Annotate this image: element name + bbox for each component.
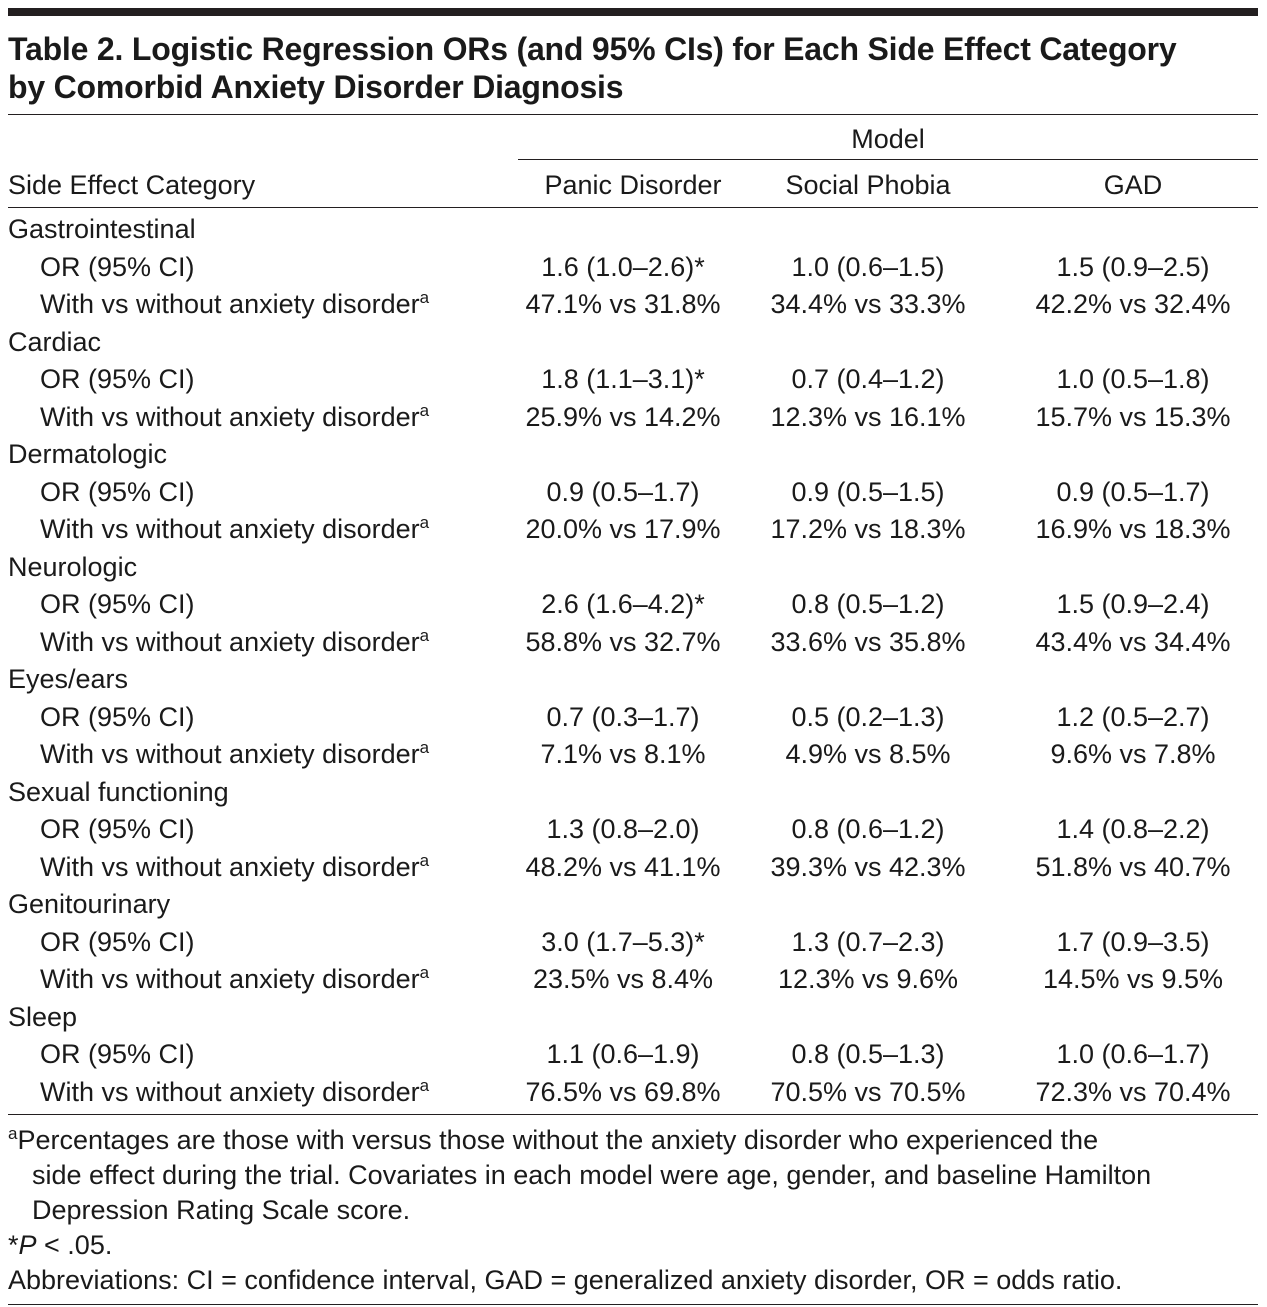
or-value: 1.0 (0.5–1.8) [1056,364,1210,394]
category-name: Neurologic [8,551,138,582]
percent-value: 34.4% vs 33.3% [770,289,966,319]
or-value: 1.2 (0.5–2.7) [1056,701,1210,732]
with-vs-without-label [40,399,429,437]
footnote-a-reference: a [419,963,430,982]
with-vs-without-label [40,1074,429,1112]
footnote-a-reference: a [419,738,430,757]
or-value: 1.0 (0.6–1.7) [1056,1039,1210,1069]
table-title [8,30,1258,114]
percent-row [8,961,1258,999]
with-vs-without-text: With vs without anxiety disorder [40,626,420,657]
or-row [8,924,1258,962]
model-spanner-rule [518,159,1258,160]
category-name: Cardiac [8,326,102,357]
category-name: Gastrointestinal [8,214,196,244]
or-label: OR (95% CI) [40,251,195,282]
footnote-a-reference: a [419,288,430,307]
or-value: 2.6 (1.6–4.2)* [541,589,705,619]
footnote-a-reference: a [419,625,430,645]
footnote-a [8,1123,1258,1228]
table-title-line-2: by Comorbid Anxiety Disorder Diagnosis [8,69,624,105]
percent-value: 16.9% vs 18.3% [1035,514,1231,544]
percent-value: 47.1% vs 31.8% [525,289,721,319]
table-document [8,8,1258,1305]
bottom-rule [8,1304,1258,1305]
percent-value: 43.4% vs 34.4% [1035,626,1231,657]
model-spanner-label: Model [851,124,925,154]
footnote-a-reference: a [419,400,430,420]
percent-value: 33.6% vs 35.8% [770,626,966,657]
category-row [8,886,1258,924]
footnote-significance [8,1228,1258,1263]
percent-value: 12.3% vs 16.1% [770,401,966,432]
footnote-a-line-2: side effect during the trial. Covariates in each model were age, gender, and baseline Hamilton [32,1160,1152,1190]
or-value: 1.8 (1.1–3.1)* [541,364,705,394]
with-vs-without-text: With vs without anxiety disorder [40,851,420,882]
percent-row [8,849,1258,887]
percent-row [8,511,1258,549]
top-thick-rule [8,8,1258,16]
with-vs-without-label [40,736,429,774]
percent-value: 76.5% vs 69.8% [525,1076,721,1107]
or-value: 1.0 (0.6–1.5) [791,251,945,282]
footnote-a-reference: a [419,1075,430,1095]
percent-value: 51.8% vs 40.7% [1035,851,1231,882]
category-row [8,549,1258,587]
or-value: 0.5 (0.2–1.3) [791,701,945,732]
significance-threshold: < .05. [36,1230,113,1260]
or-label: OR (95% CI) [40,814,195,844]
with-vs-without-label [40,624,429,662]
category-row [8,324,1258,362]
or-value: 0.7 (0.3–1.7) [546,701,700,732]
or-row [8,586,1258,624]
significance-star: * [8,1230,19,1260]
category-name: Eyes/ears [8,664,129,694]
with-vs-without-text: With vs without anxiety disorder [40,739,420,769]
or-label: OR (95% CI) [40,1039,195,1069]
or-value: 1.4 (0.8–2.2) [1056,814,1210,844]
or-row [8,699,1258,737]
footnote-a-reference: a [419,513,430,532]
or-label: OR (95% CI) [40,364,195,394]
percent-value: 70.5% vs 70.5% [770,1076,966,1107]
percent-value: 4.9% vs 8.5% [785,739,951,769]
or-row [8,361,1258,399]
percent-value: 12.3% vs 9.6% [777,964,959,994]
or-value: 1.3 (0.8–2.0) [546,814,700,844]
or-value: 0.8 (0.6–1.2) [791,814,945,844]
percent-value: 42.2% vs 32.4% [1035,289,1231,319]
or-label: OR (95% CI) [40,701,195,732]
footnote-a-line-1: Percentages are those with versus those without the anxiety disorder who experienced the [17,1125,1099,1155]
or-row [8,474,1258,512]
or-row [8,1036,1258,1074]
or-value: 1.5 (0.9–2.5) [1056,251,1210,282]
category-row [8,774,1258,812]
percent-row [8,286,1258,324]
percent-value: 25.9% vs 14.2% [525,401,721,432]
percent-value: 7.1% vs 8.1% [540,739,706,769]
percent-value: 48.2% vs 41.1% [525,851,721,882]
footnote-a-marker: a [8,1124,18,1143]
table-body [8,208,1258,1114]
or-row [8,811,1258,849]
or-value: 1.7 (0.9–3.5) [1056,926,1210,957]
with-vs-without-label [40,511,429,549]
footnote-a-line-3: Depression Rating Scale score. [32,1195,411,1225]
table-footnotes [8,1115,1258,1304]
percent-row [8,1074,1258,1112]
or-value: 0.7 (0.4–1.2) [791,364,945,394]
column-header-gad: GAD [1103,170,1163,200]
with-vs-without-text: With vs without anxiety disorder [40,1076,420,1107]
category-name: Dermatologic [8,439,168,469]
table-header [8,115,1258,207]
category-name: Sexual functioning [8,776,229,807]
percent-row [8,399,1258,437]
or-value: 1.3 (0.7–2.3) [791,926,945,957]
category-name: Sleep [8,1001,78,1032]
with-vs-without-label [40,286,429,324]
or-value: 1.6 (1.0–2.6)* [541,251,705,282]
table-title-line-1: Table 2. Logistic Regression ORs (and 95% CIs) for Each Side Effect Category [8,31,1177,67]
or-label: OR (95% CI) [40,926,195,957]
or-label: OR (95% CI) [40,589,195,619]
percent-row [8,624,1258,662]
category-row [8,999,1258,1037]
or-value: 0.9 (0.5–1.5) [791,476,945,507]
percent-value: 15.7% vs 15.3% [1035,401,1231,432]
column-header-side-effect: Side Effect Category [8,170,256,200]
column-header-panic-disorder: Panic Disorder [544,170,722,200]
category-row [8,211,1258,249]
percent-value: 9.6% vs 7.8% [1050,739,1216,769]
percent-value: 23.5% vs 8.4% [532,964,714,994]
category-row [8,661,1258,699]
category-name: Genitourinary [8,889,171,919]
with-vs-without-text: With vs without anxiety disorder [40,289,420,319]
or-value: 1.1 (0.6–1.9) [546,1039,700,1069]
with-vs-without-text: With vs without anxiety disorder [40,514,420,544]
percent-value: 72.3% vs 70.4% [1035,1076,1231,1107]
with-vs-without-label [40,849,429,887]
column-header-social-phobia: Social Phobia [785,170,951,200]
category-row [8,436,1258,474]
with-vs-without-text: With vs without anxiety disorder [40,964,420,994]
percent-value: 17.2% vs 18.3% [770,514,966,544]
or-value: 0.9 (0.5–1.7) [546,476,700,507]
or-value: 1.5 (0.9–2.4) [1056,589,1210,619]
significance-p: P [18,1230,37,1260]
or-value: 0.9 (0.5–1.7) [1056,476,1210,507]
percent-row [8,736,1258,774]
percent-value: 58.8% vs 32.7% [525,626,721,657]
footnote-a-reference: a [419,850,430,870]
with-vs-without-text: With vs without anxiety disorder [40,401,420,432]
or-value: 0.8 (0.5–1.2) [791,589,945,619]
percent-value: 39.3% vs 42.3% [770,851,966,882]
or-label: OR (95% CI) [40,476,195,507]
or-value: 3.0 (1.7–5.3)* [541,926,705,957]
percent-value: 14.5% vs 9.5% [1042,964,1224,994]
with-vs-without-label [40,961,429,999]
or-value: 0.8 (0.5–1.3) [791,1039,945,1069]
percent-value: 20.0% vs 17.9% [525,514,721,544]
footnote-abbreviations: Abbreviations: CI = confidence interval, GAD = generalized anxiety disorder, OR = odds ratio. [8,1265,1123,1295]
or-row [8,249,1258,287]
